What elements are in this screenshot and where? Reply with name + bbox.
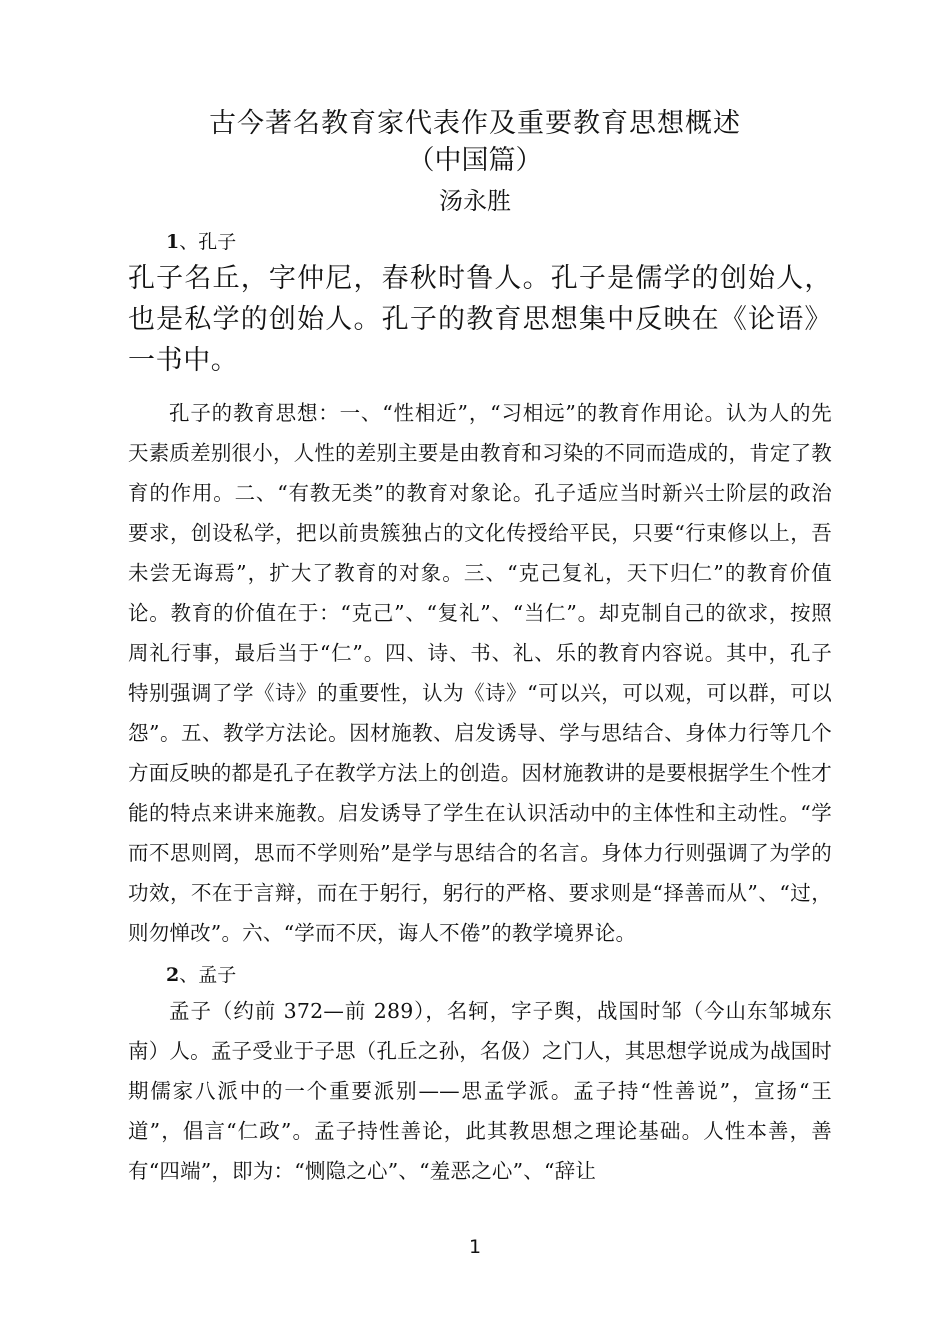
- section-lead-confucius: 孔子名丘，字仲尼，春秋时鲁人。孔子是儒学的创始人，也是私学的创始人。孔子的教育思想集中反映在《论语》一书中。: [128, 263, 832, 376]
- section-name: 、孟子: [179, 964, 237, 986]
- section-number: 2: [166, 964, 180, 986]
- page-number: 1: [468, 1236, 482, 1258]
- document-body: [128, 226, 832, 1191]
- section-heading-mencius: [128, 959, 832, 991]
- section-paragraph-mencius: 孟子（约前 372—前 289），名轲，字子舆，战国时邹（今山东邹城东南）人。孟子受业于子思（孔丘之孙，名伋）之门人，其思想学说成为战国时期儒家八派中的一个重要派别——思孟学派。孟子持“性善说”，宣扬“王道”，倡言“仁政”。孟子持性善论，此其教思想之理论基础。人性本善，善有“四端”，即为：“恻隐之心”、“羞恶之心”、“辞让: [128, 999, 832, 1183]
- document-author: 汤永胜: [439, 187, 511, 215]
- document-subtitle: （中国篇）: [407, 145, 543, 176]
- section-heading-confucius: [128, 226, 832, 258]
- document-title: 古今著名教育家代表作及重要教育思想概述: [209, 108, 741, 139]
- section-number: 1: [166, 231, 180, 253]
- section-name: 、孔子: [179, 231, 237, 253]
- section-paragraph-confucius: 孔子的教育思想：一、“性相近”，“习相远”的教育作用论。认为人的先天素质差别很小，人性的差别主要是由教育和习染的不同而造成的，肯定了教育的作用。二、“有教无类”的教育对象论。孔子适应当时新兴士阶层的政治要求，创设私学，把以前贵簇独占的文化传授给平民，只要“行束修以上，吾未尝无诲焉”，扩大了教育的对象。三、“克己复礼，天下归仁”的教育价值论。教育的价值在于：“克己”、“复礼”、“当仁”。却克制自己的欲求，按照周礼行事，最后当于“仁”。四、诗、书、礼、乐的教育内容说。其中，孔子特别强调了学《诗》的重要性，认为《诗》“可以兴，可以观，可以群，可以怨”。五、教学方法论。因材施教、启发诱导、学与思结合、身体力行等几个方面反映的都是孔子在教学方法上的创造。因材施教讲的是要根据学生个性才能的特点来讲来施教。启发诱导了学生在认识活动中的主体性和主动性。“学而不思则罔，思而不学则殆”是学与思结合的名言。身体力行则强调了为学的功效，不在于言辩，而在于躬行，躬行的严格、要求则是“择善而从”、“过，则勿惮改”。六、“学而不厌，诲人不倦”的教学境界论。: [128, 401, 832, 945]
